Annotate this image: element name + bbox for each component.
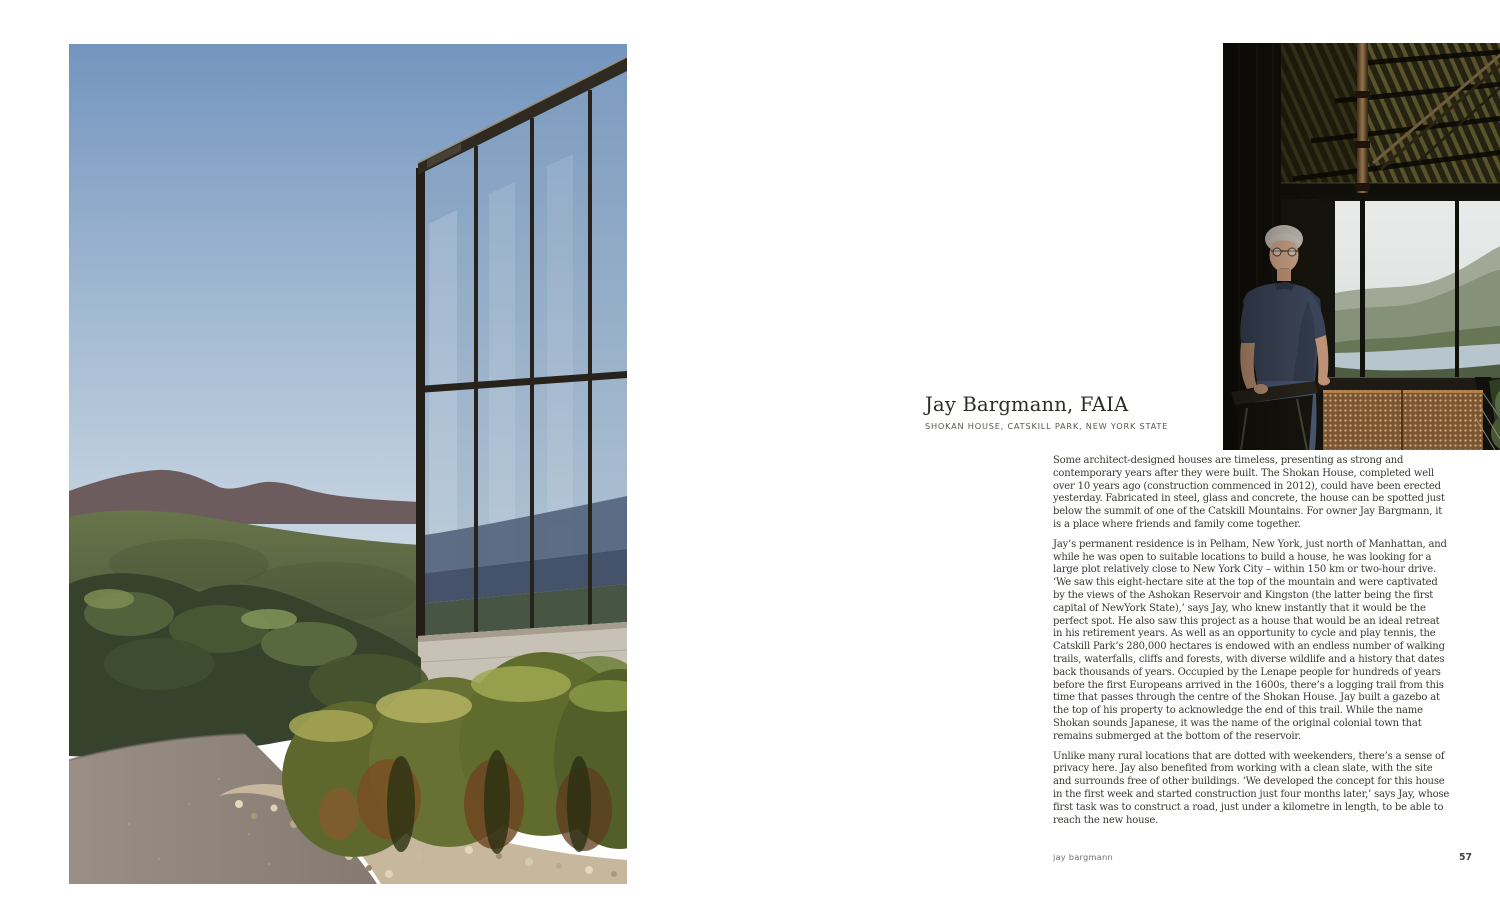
page-number: 57 (1459, 852, 1472, 863)
article-body (1053, 455, 1451, 834)
body-paragraph-1: Some architect-designed houses are timeless, presenting as strong and contemporary years after they were built. The Shokan House, completed well over 10 years ago (construction commenced in 2012), could have been erected yesterday. Fabricated in steel, glass and concrete, the house can be spotted just below the summit of one of the Catskill Mountains. For owner Jay Bargmann, it is a place where friends and family come together. (1053, 455, 1445, 530)
portrait-photo-art (1223, 43, 1500, 450)
article-title: Jay Bargmann, FAIA (925, 393, 1129, 416)
page-footer (1053, 852, 1472, 863)
exterior-photo-art (69, 44, 627, 884)
photo-vignette (1223, 43, 1500, 450)
article-header (925, 394, 1168, 432)
body-paragraph-2: Jay’s permanent residence is in Pelham, New York, just north of Manhattan, and while he was open to suitable locations to build a house, he was looking for a large plot relatively close to New York City – within 150 km or two-hour drive. ‘We saw this eight-hectare site at the top of the mountain and were captivated by the views of the Ashokan Reservoir and Kingston (the latter being the first capital of NewYork State),’ says Jay, who knew instantly that it would be the perfect spot. He also saw this project as a house that would be an ideal retreat in his retirement years. As well as an opportunity to cycle and play tennis, the Catskill Park’s 280,000 hectares is endowed with an endless number of walking trails, waterfalls, cliffs and forests, with diverse wildlife and a history that dates back thousands of years. Occupied by the Lenape people for hundreds of years before the first Europeans arrived in the 1600s, there’s a logging trail from this time that passes through the centre of the Shokan House. Jay built a gazebo at the top of his property to acknowledge the end of this trail. While the name Shokan sounds Japanese, it was the name of the original colonial town that remains submerged at the bottom of the reservoir. (1053, 538, 1447, 742)
running-footer: jay bargmann (1053, 852, 1113, 862)
article-subtitle: SHOKAN HOUSE, CATSKILL PARK, NEW YORK STATE (925, 420, 1169, 431)
shokan-house-exterior-photo (69, 44, 627, 884)
jay-bargmann-portrait-photo (1223, 43, 1500, 450)
body-paragraph-3: Unlike many rural locations that are dotted with weekenders, there’s a sense of privacy here. Jay also benefited from working with a clean slate, with the site and surrounds free of other buildings. ‘We developed the concept for this house in the first week and started construction just four months later,’ says Jay, whose first task was to construct a road, just under a kilometre in length, to be able to reach the new house. (1053, 750, 1450, 826)
